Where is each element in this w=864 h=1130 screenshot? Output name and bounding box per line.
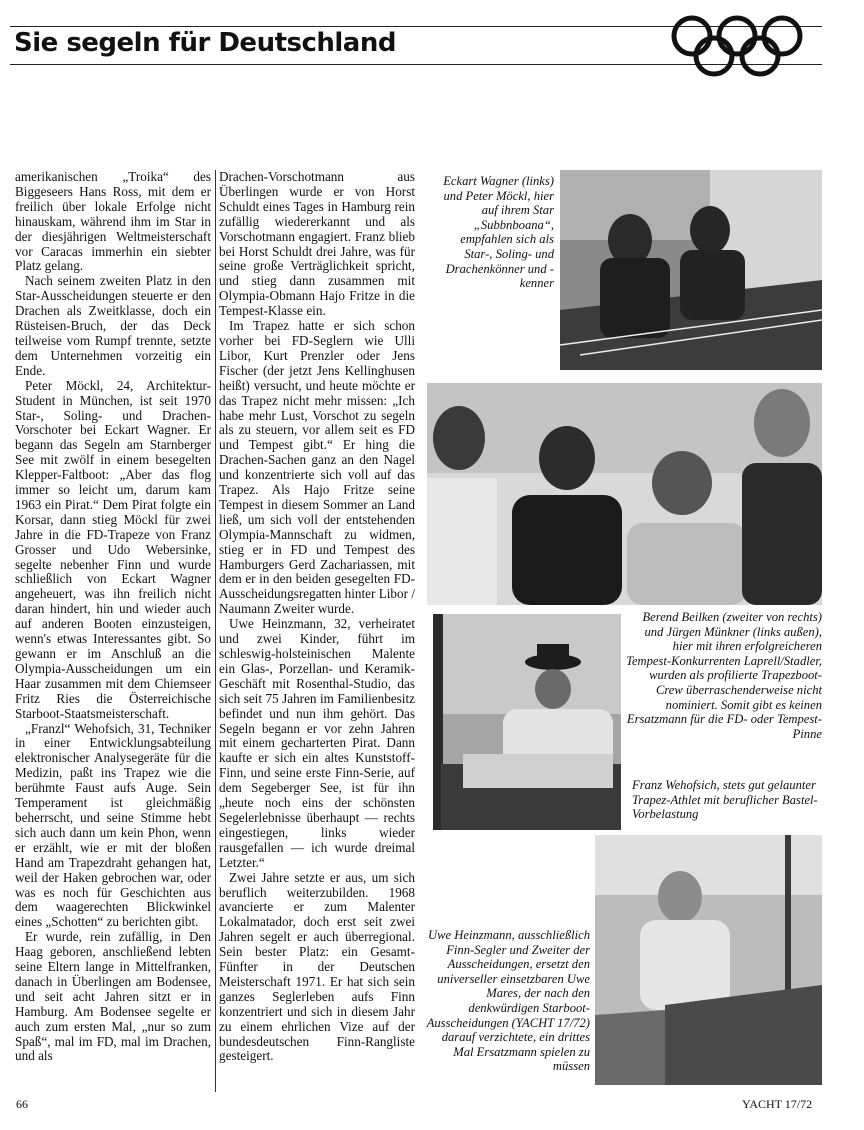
caption-photo-4: Uwe Heinzmann, ausschließlich Finn-Segler und Zweiter der Ausscheidungen, ersetzt den universeller einsetzbaren Uwe Mares, der nach den denkwürdigen Starboot-Ausscheidungen (YACHT 17/72) darauf verzichtete, ein drittes Mal Ersatzmann spielen zu müssen — [426, 928, 590, 1074]
page-number: 66 — [16, 1097, 28, 1111]
photo-franz-wehofsich — [433, 614, 621, 830]
article-paragraph: Drachen-Vorschotmann aus Überlingen wurde er von Horst Schuldt eines Tages in Hamburg rein zufällig wiedererkannt und als Vorschotmann engagiert. Franz blieb bei Horst Schuldt drei Jahre, was für seine große Verträglichkeit spricht, und stieg dann zusammen mit Olympia-Obmann Hajo Fritze in die Tempest-Klasse ein. — [219, 169, 415, 319]
article-paragraph: Uwe Heinzmann, 32, verheiratet und zwei Kinder, führt im schleswig-holsteinischen Malente ein Glas-, Porzellan- und Keramik-Geschäft mit Rosenthal-Studio, das sich seit 75 Jahren im Familienbesitz befindet und nun ihm gehört. Das Segeln begann er vor zehn Jahren mit einem gecharterten Pirat. Dann kaufte er sich ein altes Kunststoff-Finn, und seine erste Finn-Serie, auf dem Segeberger See, ist für ihn „heute noch eins der schönsten Segelerlebnisse überhaupt — rechts eingestiegen, links wieder rausgefallen — ich wurde dreimal Letzter.“ — [219, 616, 415, 870]
article-paragraph: Zwei Jahre setzte er aus, um sich beruflich weiterzubilden. 1968 avancierte er zum Malenter Lokalmatador, doch erst seit zwei Jahren segelt er auch überregional. Sein bester Platz: ein Gesamt-Fünfter in der Deutschen Meisterschaft 1971. Er hat sich sein ganzes Seglerleben aufs Finn konzentriert und sich in diesem Jahr zu einem ehrlichen Vize auf der bundesdeutschen Finn-Rangliste gesteigert. — [219, 869, 415, 1064]
issue-label: YACHT 17/72 — [742, 1097, 813, 1111]
article-column-1 — [15, 170, 211, 1064]
caption-photo-1: Eckart Wagner (links) und Peter Möckl, hier auf ihrem Star „Subbnboana“, empfahlen sich als Star-, Soling- und Drachenkönner und -kenner — [443, 174, 554, 291]
article-paragraph: Peter Möckl, 24, Architektur-Student in München, ist seit 1970 Star-, Soling- und Drachen-Vorschoter bei Eckart Wagner. Er begann das Segeln am Starnberger See mit zwölf in einem besegelten Klepper-Faltboot: „Aber das flog immer so leicht um, darum kam 1963 ein Pirat.“ Dem Pirat folgte ein Korsar, dann stieg Möckl für zwei Jahre in die FD-Trapeze von Franz Grosser und Udo Webersinke, segelte nebenher Finn und wurde schließlich von Eckart Wagner angeheuert, was ihn freilich nicht daran hindert, hin und wieder auch auf anderen Booten einzusteigen, wenn's etwas Interessantes gibt. So gewann er im Anschluß an die Olympia-Ausscheidungen um ein Haar zusammen mit dem Chiemseer Fritz Ries die Österreichische Starboot-Staatsmeisterschaft. — [15, 377, 211, 721]
page-headline: Sie segeln für Deutschland — [14, 28, 396, 58]
article-paragraph: Nach seinem zweiten Platz in den Star-Ausscheidungen steuerte er den Drachen als Zweitklasse, doch ein Rüsteisen-Bruch, der das Deck teilweise vom Rumpf trennte, setzte dem Unternehmen vorzeitig ein Ende. — [15, 273, 211, 378]
article-paragraph: Im Trapez hatte er sich schon vorher bei FD-Seglern wie Ulli Libor, Kurt Prenzler oder Jens Fischer (der jetzt Jens Kellinghusen heißt) versucht, und heute möchte er das Trapez nicht mehr missen: „Ich habe mehr Lust, Vorschot zu segeln als zu steuern, vor allem seit es FD und Tempest gibt.“ Er hing die Drachen-Sachen ganz an den Nagel und konzentrierte sich voll auf das Trapez. Als Hajo Fritze seine Tempest in diesem Sommer an Land ließ, um sich voll der entstehenden Olympia-Mannschaft zu widmen, stieg er in FD und Tempest des Hamburgers Gerd Zachariassen, mit dem er in den beiden gesegelten FD-Ausscheidungsregatten hinter Libor / Naumann Zweiter wurde. — [219, 318, 415, 617]
caption-photo-2: Berend Beilken (zweiter von rechts) und Jürgen Münkner (links außen), hier mit ihren erfolgreicheren Tempest-Konkurrenten Laprell/Stadler, wurden als profilierte Trapezboot-Crew überraschenderweise nicht nominiert. Somit gibt es keinen Ersatzmann für die FD- oder Tempest-Pinne — [626, 610, 822, 741]
photo-star-boat-crew — [560, 170, 822, 370]
photo-uwe-heinzmann — [595, 835, 822, 1085]
article-paragraph: amerikanischen „Troika“ des Biggeseers Hans Ross, mit dem er freilich über lokale Erfolge nicht hinauskam, während ihm im Star in der diesjährigen Weltmeisterschaft vor Caracas immerhin ein siebter Platz gelang. — [15, 169, 211, 274]
olympic-rings-icon — [668, 14, 806, 78]
article-column-2 — [219, 170, 415, 1064]
article-paragraph: Er wurde, rein zufällig, in Den Haag geboren, anschließend lebten seine Eltern lange in Mittelfranken, danach in Überlingen am Bodensee, und seit acht Jahren sitzt er in Hamburg. Am Bodensee segelte er auch zum ersten Mal, „nur so zum Spaß“, mal im FD, mal im Drachen, und als — [15, 929, 211, 1064]
article-paragraph: „Franzl“ Wehofsich, 31, Techniker in einer Entwicklungsabteilung elektronischer Analysegeräte für die Medizin, paßt ins Trapez wie die berühmte Faust aufs Auge. Sein Temperament ist gleichmäßig beherrscht, und seine Stimme hebt sich auch dann um kein Phon, wenn er erzählt, wie er mit der bloßen Hand am Trapezdraht gehangen hat, weil der Haken gebrochen war, oder was es noch für Geschichten aus dem waagerechten Blickwinkel eines „Schotten“ zu berichten gibt. — [15, 720, 211, 930]
photo-tempest-crews — [427, 383, 822, 605]
caption-photo-3: Franz Wehofsich, stets gut gelaunter Trapez-Athlet mit beruflicher Bastel-Vorbelastung — [632, 778, 818, 822]
column-divider — [215, 170, 216, 1092]
